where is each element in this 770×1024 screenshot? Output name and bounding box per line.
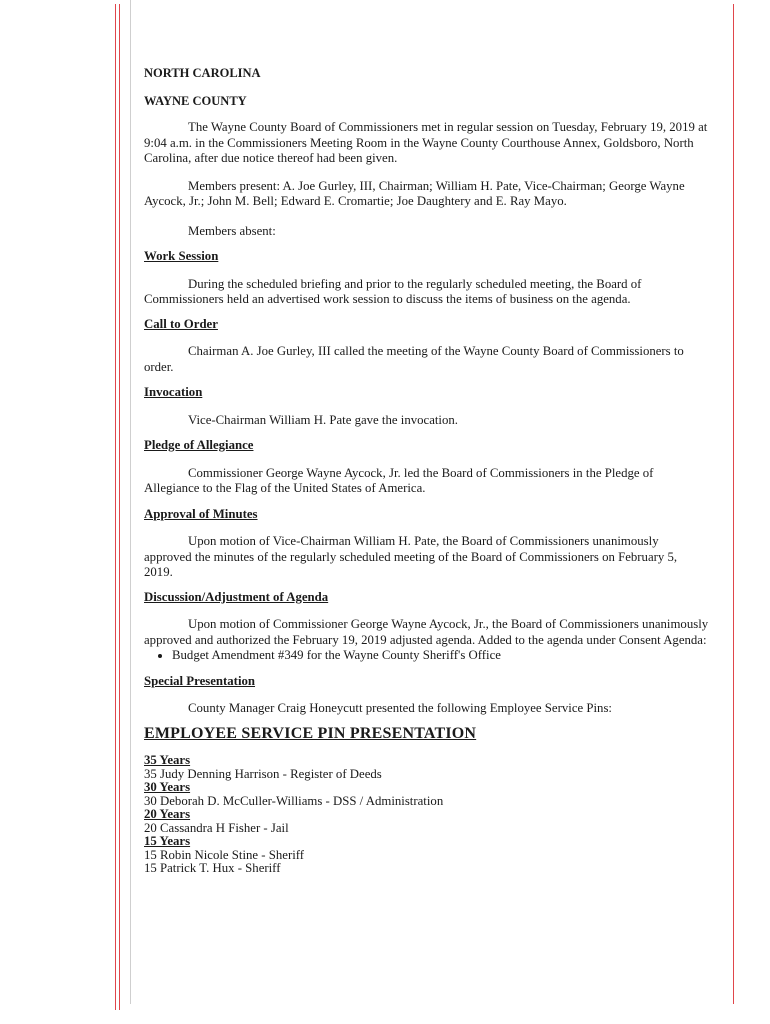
agenda-text: Upon motion of Commissioner George Wayne Aycock, Jr., the Board of Commissioners unanimously approved and authorized the February 19, 2019 adjusted agenda. Added to the agenda under Consent Agenda: (144, 617, 709, 647)
left-margin-line-inner (119, 4, 120, 1010)
pin-group-label: 30 Years (144, 780, 191, 794)
special-presentation-text: County Manager Craig Honeycutt presented the following Employee Service Pins: (188, 701, 612, 715)
pin-entry: 35 Judy Denning Harrison - Register of Deeds (144, 766, 382, 781)
minutes-document (144, 66, 709, 876)
agenda-bullet-list (144, 648, 709, 664)
approval-heading: Approval of Minutes (144, 506, 258, 521)
work-session-heading: Work Session (144, 249, 219, 263)
pin-group-label: 20 Years (144, 807, 191, 821)
pin-entry: 15 Patrick T. Hux - Sheriff (144, 861, 281, 875)
members-present: Members present: A. Joe Gurley, III, Chairman; William H. Pate, Vice-Chairman; George Wayne Aycock, Jr.; John M. Bell; Edward E. Cromartie; Joe Daughtery and E. Ray Mayo. (144, 178, 685, 208)
pin-presentation-title: EMPLOYEE SERVICE PIN PRESENTATION (144, 724, 477, 742)
pledge-text: Commissioner George Wayne Aycock, Jr. led the Board of Commissioners in the Pledge of Allegiance to the Flag of the United States of America. (144, 465, 654, 495)
invocation-text: Vice-Chairman William H. Pate gave the invocation. (188, 412, 458, 427)
members-absent: Members absent: (188, 223, 276, 238)
left-gutter-line (130, 0, 131, 1004)
pin-entry: 15 Robin Nicole Stine - Sheriff (144, 847, 305, 862)
call-to-order-heading: Call to Order (144, 316, 218, 331)
pin-group-label: 35 Years (144, 753, 191, 767)
intro-paragraph: The Wayne County Board of Commissioners met in regular session on Tuesday, February 19, 2019 at 9:04 a.m. in the Commissioners Meeting Room in the Wayne County Courthouse Annex, Goldsboro, North Carolina, after due notice thereof had been given. (144, 120, 708, 165)
agenda-heading: Discussion/Adjustment of Agenda (144, 589, 329, 604)
agenda-bullet-item: • Budget Amendment #349 for the Wayne County Sheriff's Office (172, 648, 709, 664)
pin-entry: 30 Deborah D. McCuller-Williams - DSS / Administration (144, 793, 444, 808)
left-margin-line-outer (115, 4, 116, 1010)
pin-list (144, 754, 709, 876)
right-margin-line (733, 4, 734, 1004)
call-to-order-text: Chairman A. Joe Gurley, III called the meeting of the Wayne County Board of Commissioners to order. (144, 344, 684, 374)
pledge-heading: Pledge of Allegiance (144, 438, 254, 452)
county-heading: WAYNE COUNTY (144, 93, 247, 108)
pin-group-label: 15 Years (144, 834, 191, 848)
invocation-heading: Invocation (144, 385, 203, 399)
approval-text: Upon motion of Vice-Chairman William H. Pate, the Board of Commissioners unanimously approved the minutes of the regularly scheduled meeting of the Board of Commissioners on February 5, 2019. (144, 534, 678, 579)
special-presentation-heading: Special Presentation (144, 673, 256, 688)
work-session-text: During the scheduled briefing and prior to the regularly scheduled meeting, the Board of Commissioners held an advertised work session to discuss the items of business on the agenda. (144, 276, 642, 306)
state-heading: NORTH CAROLINA (144, 66, 261, 80)
pin-entry: 20 Cassandra H Fisher - Jail (144, 820, 289, 835)
